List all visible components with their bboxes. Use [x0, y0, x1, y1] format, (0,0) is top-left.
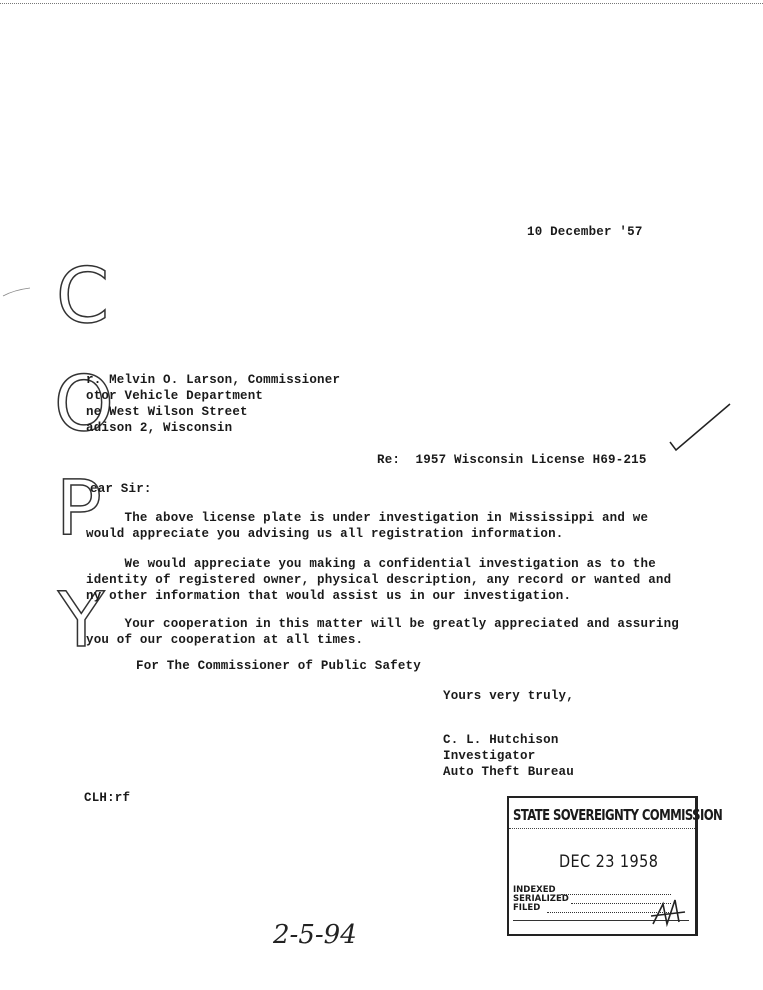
recipient-line-1: r. Melvin O. Larson, Commissioner [86, 373, 341, 387]
stamp-status-lines [513, 886, 663, 913]
stamp-heading: STATE SOVEREIGNTY COMMISSION [513, 806, 723, 824]
handwritten-file-number: 2-5-94 [273, 920, 357, 950]
top-edge-rule [0, 0, 763, 4]
re-line [377, 452, 647, 468]
paragraph-2-line-1: We would appreciate you making a confidential investigation as to the [86, 557, 656, 571]
recipient-line-4: adison 2, Wisconsin [86, 421, 233, 435]
recipient-address [86, 372, 340, 436]
signer-bureau: Auto Theft Bureau [443, 765, 574, 779]
stamp-filed: FILED [513, 903, 541, 913]
paragraph-3-line-2: you of our cooperation at all times. [86, 633, 364, 647]
sovereignty-commission-stamp [507, 796, 723, 936]
for-commissioner-line: For The Commissioner of Public Safety [136, 659, 421, 673]
copy-mark-p: P [56, 463, 102, 552]
recipient-line-2: otor Vehicle Department [86, 389, 264, 403]
signer-title: Investigator [443, 749, 536, 763]
stamp-serialized: SERIALIZED [513, 894, 569, 904]
paragraph-1-line-2: would appreciate you advising us all registration information. [86, 527, 564, 541]
paragraph-3-line-1: Your cooperation in this matter will be greatly appreciated and assuring [86, 617, 679, 631]
salutation: ear Sir: [90, 482, 152, 496]
stamp-indexed: INDEXED [513, 885, 556, 895]
stray-mark-icon [2, 286, 32, 300]
paragraph-2-line-3: ny other information that would assist us in our investigation. [86, 589, 572, 603]
stamp-initial-scribble-icon [649, 894, 689, 930]
stamp-date: DEC 23 1958 [559, 852, 659, 872]
letter-body [86, 510, 679, 648]
letter-date: 10 December '57 [527, 225, 643, 239]
paragraph-1-line-1: The above license plate is under investigation in Mississippi and we [86, 511, 649, 525]
paragraph-2-line-2: identity of registered owner, physical description, any record or wanted and [86, 573, 672, 587]
copy-mark-c: C [56, 251, 110, 340]
recipient-line-3: ne West Wilson Street [86, 405, 248, 419]
check-mark-icon [668, 402, 732, 454]
re-subject: 1957 Wisconsin License H69-215 [415, 453, 647, 467]
re-label: Re: [377, 453, 401, 467]
reference-initials: CLH:rf [84, 791, 131, 805]
closing: Yours very truly, [443, 689, 574, 703]
copy-mark-y: Y [58, 575, 105, 664]
copy-mark-o: O [54, 359, 114, 448]
signer-name: C. L. Hutchison [443, 733, 559, 747]
signature-block [443, 732, 574, 780]
